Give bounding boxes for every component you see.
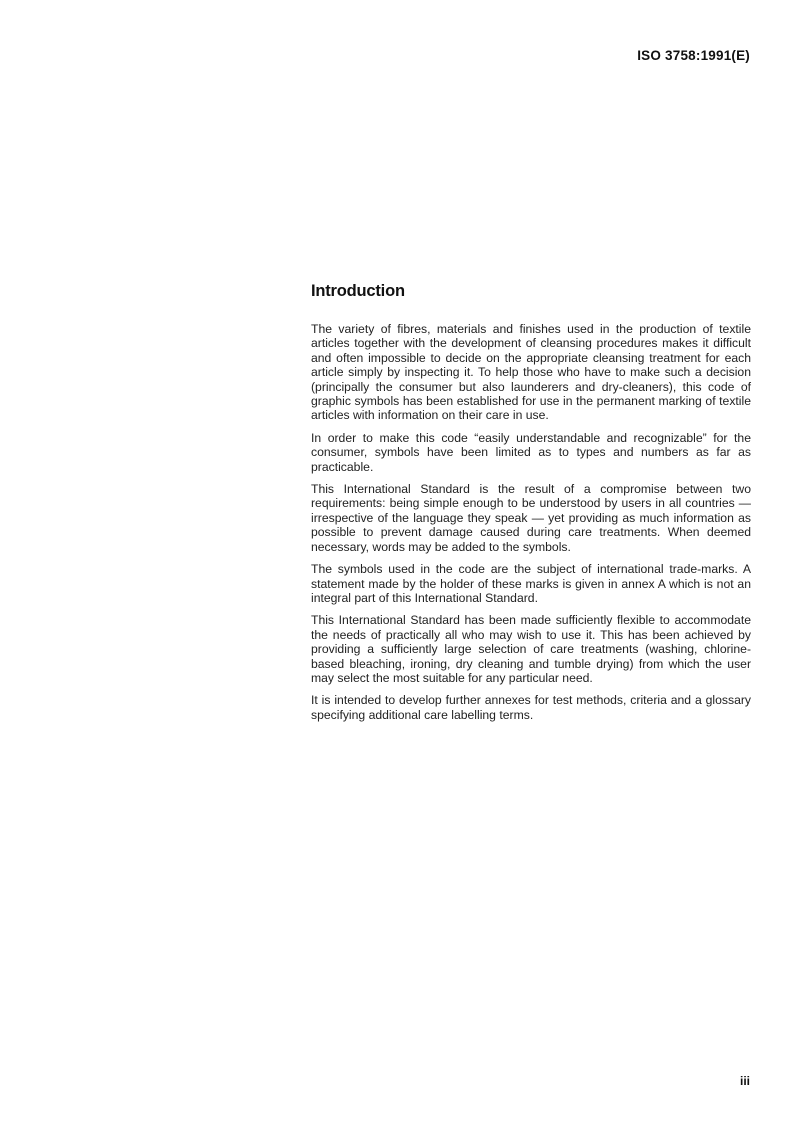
document-id-header: ISO 3758:1991(E)	[637, 48, 750, 63]
page-number: iii	[739, 1074, 750, 1088]
paragraph-4: The symbols used in the code are the subject of international trade-marks. A statement made by the holder of these marks is given in annex A which is not an integral part of this International Standard.	[311, 562, 751, 605]
paragraph-6: It is intended to develop further annexes for test methods, criteria and a glossary specifying additional care labelling terms.	[311, 693, 751, 722]
section-title: Introduction	[311, 282, 405, 300]
paragraph-5: This International Standard has been made sufficiently flexible to accommodate the needs of practically all who may wish to use it. This has been achieved by providing a sufficiently large selection of care treatments (washing, chlorine-based bleaching, ironing, dry cleaning and tumble drying) from which the user may select the most suitable for any particular need.	[311, 613, 751, 685]
introduction-section	[311, 282, 751, 730]
paragraph-3: This International Standard is the result of a compromise between two requirements: being simple enough to be understood by users in all countries — irrespective of the language they speak — yet providing as much information as possible to prevent damage caused during care treatments. When deemed necessary, words may be added to the symbols.	[311, 482, 751, 554]
paragraph-2: In order to make this code “easily understandable and recognizable” for the consumer, symbols have been limited as to types and numbers as far as practicable.	[311, 430, 751, 474]
paragraph-1: The variety of fibres, materials and finishes used in the production of textile articles together with the development of cleansing procedures makes it difficult and often impossible to decide on the appropriate cleansing treatment for each article simply by inspecting it. To help those who have to make such a decision (principally the consumer but also launderers and dry-cleaners), this code of graphic symbols has been established for use in the permanent marking of textile articles with information on their care in use.	[311, 322, 751, 423]
